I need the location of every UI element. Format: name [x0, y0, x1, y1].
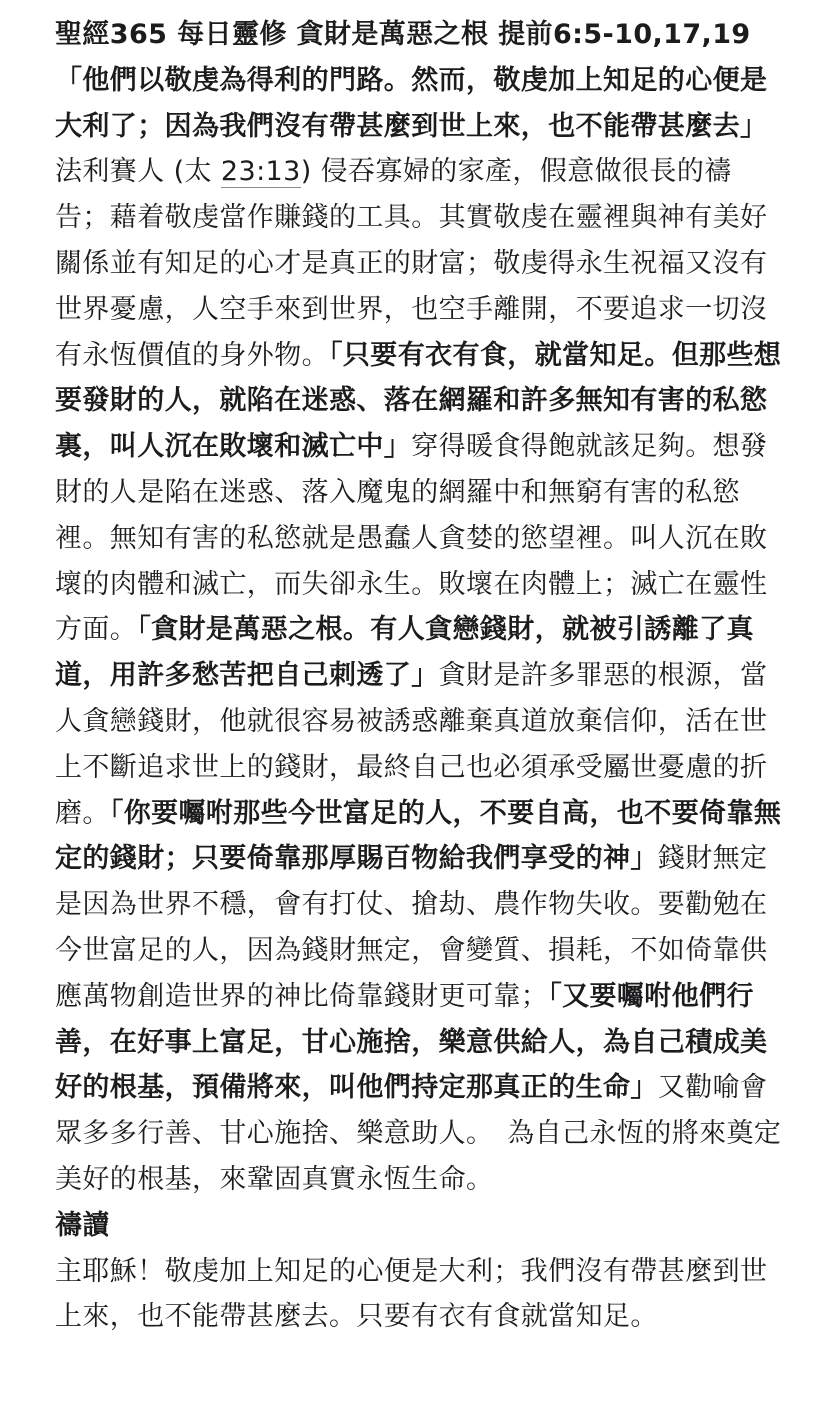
scripture-quote: 「你要囑咐那些今世富足的人，不要自高，也不要倚靠無定的錢財；只要倚靠那厚賜百物給我們享受的神」 — [55, 797, 782, 875]
prayer-text: 主耶穌！敬虔加上知足的心便是大利；我們沒有帶甚麼到世上來，也不能帶甚麼去。只要有衣有食就當知足。 — [55, 1255, 768, 1333]
commentary-text: 法利賽人 (太 — [55, 156, 221, 188]
devotional-title: 聖經365 每日靈修 貪財是萬惡之根 提前6:5-10,17,19 — [55, 19, 751, 50]
devotional-article — [55, 12, 785, 1340]
scripture-quote: 「只要有衣有食，就當知足。但那些想要發財的人，就陷在迷惑、落在網羅和許多無知有害的私慾裏，叫人沉在敗壞和滅亡中」 — [55, 339, 782, 463]
commentary-text: 貪財是許多罪惡的根源，當人貪戀錢財，他就很容易被誘惑離棄真道放棄信仰，活在世上不斷追求世上的錢財，最終自己也必須承受屬世憂慮的折磨。 — [55, 660, 768, 829]
prayer-heading: 禱讀 — [55, 1209, 110, 1241]
commentary-text: 錢財無定是因為世界不穩，會有打仗、搶劫、農作物失收。要勸勉在今世富足的人，因為錢財無定，會變質、損耗，不如倚靠供應萬物創造世界的神比倚靠錢財更可靠； — [55, 843, 768, 1012]
scripture-reference-link[interactable]: 23:13 — [220, 156, 301, 188]
commentary-text: 穿得暖食得飽就該足夠。想發財的人是陷在迷惑、落入魔鬼的網羅中和無窮有害的私慾裡。無知有害的私慾就是愚蠢人貪婪的慾望裡。叫人沉在敗壞的肉體和滅亡，而失卻永生。敗壞在肉體上；滅亡在靈性方面。 — [55, 431, 768, 646]
scripture-quote: 「他們以敬虔為得利的門路。然而，敬虔加上知足的心便是大利了；因為我們沒有帶甚麼到世上來，也不能帶甚麼去」 — [55, 64, 768, 142]
commentary-text: 又勸喻會眾多多行善、甘心施捨、樂意助人。 為自己永恆的將來奠定美好的根基，來鞏固真實永恆生命。 — [55, 1072, 782, 1195]
scripture-quote: 「又要囑咐他們行善，在好事上富足，甘心施捨，樂意供給人，為自己積成美好的根基，預備將來，叫他們持定那真正的生命」 — [55, 980, 768, 1104]
commentary-text: ) 侵吞寡婦的家產，假意做很長的禱告；藉着敬虔當作賺錢的工具。其實敬虔在靈裡與神有美好關係並有知足的心才是真正的財富；敬虔得永生祝福又沒有世界憂慮，人空手來到世界，也空手離開，不要追求一切沒有永恆價值的身外物。 — [55, 156, 768, 371]
devotional-body — [55, 58, 785, 1203]
scripture-quote: 「貪財是萬惡之根。有人貪戀錢財，就被引誘離了真道，用許多愁苦把自己刺透了」 — [55, 614, 754, 692]
